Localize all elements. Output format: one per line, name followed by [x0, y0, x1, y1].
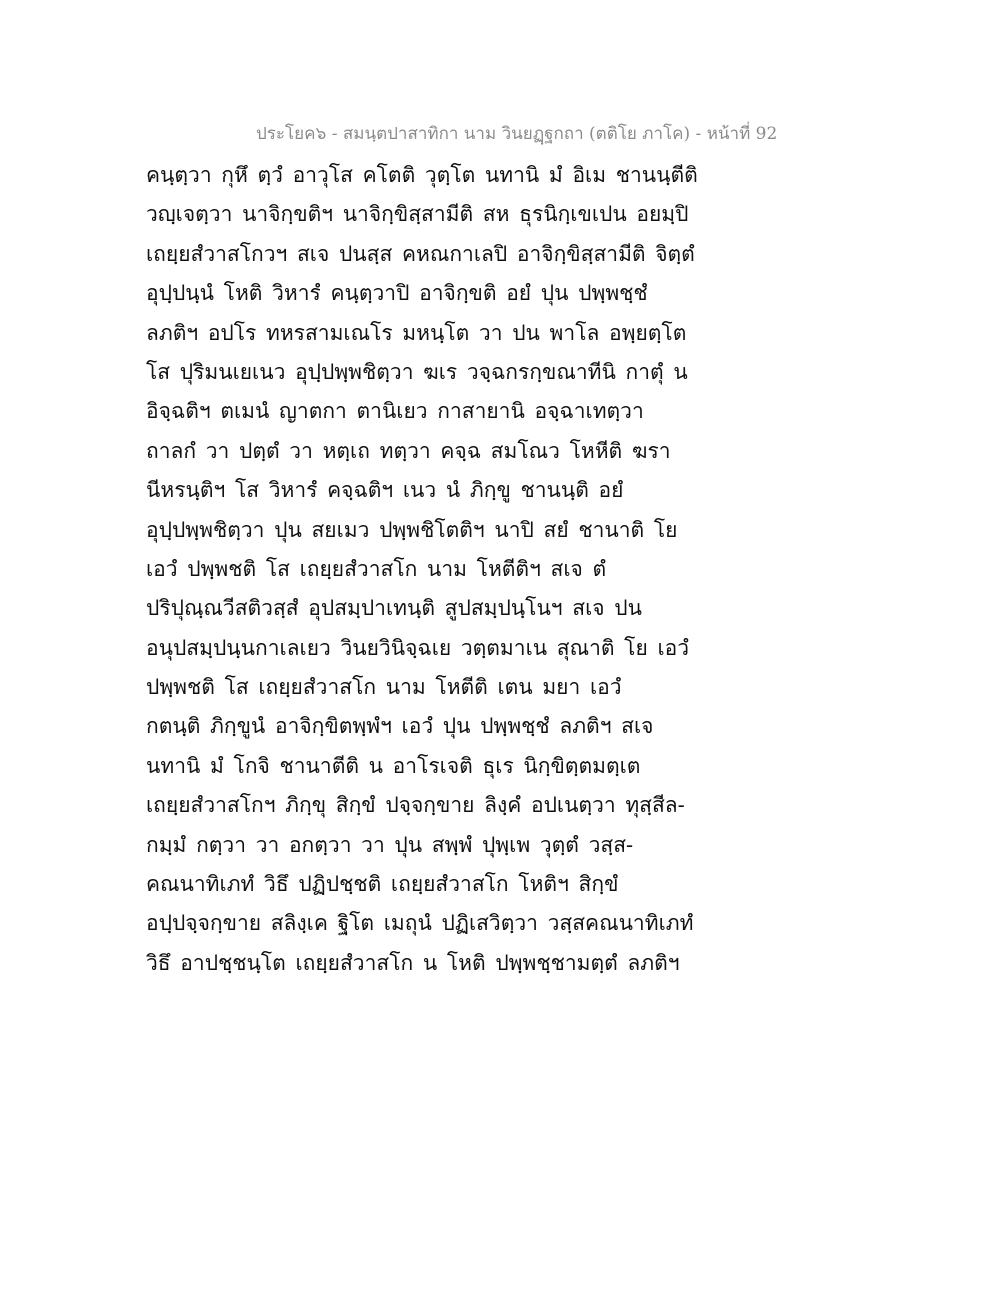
text-line: นทานิ มํ โกจิ ชานาตีติ น อาโรเจติ ธุเร นิกฺขิตฺตมตฺเต [146, 753, 641, 778]
text-line: ปพฺพชติ โส เถยฺยสํวาสโก นาม โหตีติ เตน มยา เอวํ [146, 675, 622, 700]
text-line: เถยฺยสํวาสโกวฯ สเจ ปนสฺส คหณกาเลปิ อาจิกฺขิสฺสามีติ จิตฺตํ [146, 241, 695, 266]
text-line: โส ปุริมนเยเนว อุปฺปพฺพชิตฺวา ฆเร วจฺฉกรกฺขณาทีนิ กาตุํ น [146, 359, 688, 384]
text-line: เอวํ ปพฺพชติ โส เถยฺยสํวาสโก นาม โหตีติฯ สเจ ตํ [146, 556, 607, 581]
text-line: กมฺมํ กตฺวา วา อกตฺวา วา ปุน สพฺพํ ปุพฺเพ วุตฺตํ วสฺส- [146, 832, 634, 857]
text-line: อิจฺฉติฯ ตเมนํ ญาตกา ตานิเยว กาสายานิ อจฺฉาเทตฺวา [146, 399, 644, 424]
text-line: ลภติฯ อปโร ทหรสามเณโร มหนฺโต วา ปน พาโล อพฺยตฺโต [146, 320, 687, 345]
text-line: คนฺตฺวา กุหึ ตฺวํ อาวุโส คโตติ วุตฺโต นทานิ มํ อิเม ชานนฺตีติ [146, 163, 698, 187]
text-line: ปริปุณฺณวีสติวสฺสํ อุปสมฺปาเทนฺติ สูปสมฺปนฺโนฯ สเจ ปน [146, 596, 642, 621]
text-line: อนุปสมฺปนฺนกาเลเยว วินยวินิจฺฉเย วตฺตมาเน สุณาติ โย เอวํ [146, 635, 690, 660]
text-line: กตนฺติ ภิกฺขูนํ อาจิกฺขิตพฺพํฯ เอวํ ปุน ปพฺพชฺชํ ลภติฯ สเจ [146, 714, 654, 739]
text-line: วิธึ อาปชฺชนฺโต เถยฺยสํวาสโก น โหติ ปพฺพชฺชามตฺตํ ลภติฯ [146, 950, 680, 975]
text-line: วญฺเจตฺวา นาจิกฺขติฯ นาจิกฺขิสฺสามีติ สห ธุรนิกฺเขเปน อยมฺปิ [146, 202, 689, 227]
text-line: คณนาทิเภทํ วิธึ ปฏิปชฺชติ เถยฺยสํวาสโก โหติฯ สิกฺขํ [146, 872, 619, 897]
text-line: ถาลกํ วา ปตฺตํ วา หตฺเถ ทตฺวา คจฺฉ สมโณว โหหีติ ฆรา [146, 438, 671, 463]
running-header: ประโยค๖ - สมนฺตปาสาทิกา นาม วินยฏฺฐกถา (ตติโย ภาโค) - หน้าที่ 92 [256, 124, 778, 144]
text-line: อปฺปจฺจกฺขาย สลิงฺเค ฐิโต เมถุนํ ปฏิเสวิตฺวา วสฺสคณนาทิเภทํ [146, 911, 694, 936]
text-line: อุปฺปนฺนํ โหติ วิหารํ คนฺตฺวาปิ อาจิกฺขติ อยํ ปุน ปพฺพชฺชํ [146, 281, 648, 306]
text-line: นีหรนฺติฯ โส วิหารํ คจฺฉติฯ เนว นํ ภิกฺขู ชานนฺติ อยํ [146, 478, 624, 503]
text-line: อุปฺปพฺพชิตฺวา ปุน สยเมว ปพฺพชิโตติฯ นาปิ สยํ ชานาติ โย [146, 517, 678, 542]
text-line: เถยฺยสํวาสโกฯ ภิกฺขุ สิกฺขํ ปจฺจกฺขาย ลิงฺคํ อปเนตฺวา ทุสฺสีล- [146, 793, 685, 818]
body-text [146, 156, 698, 983]
